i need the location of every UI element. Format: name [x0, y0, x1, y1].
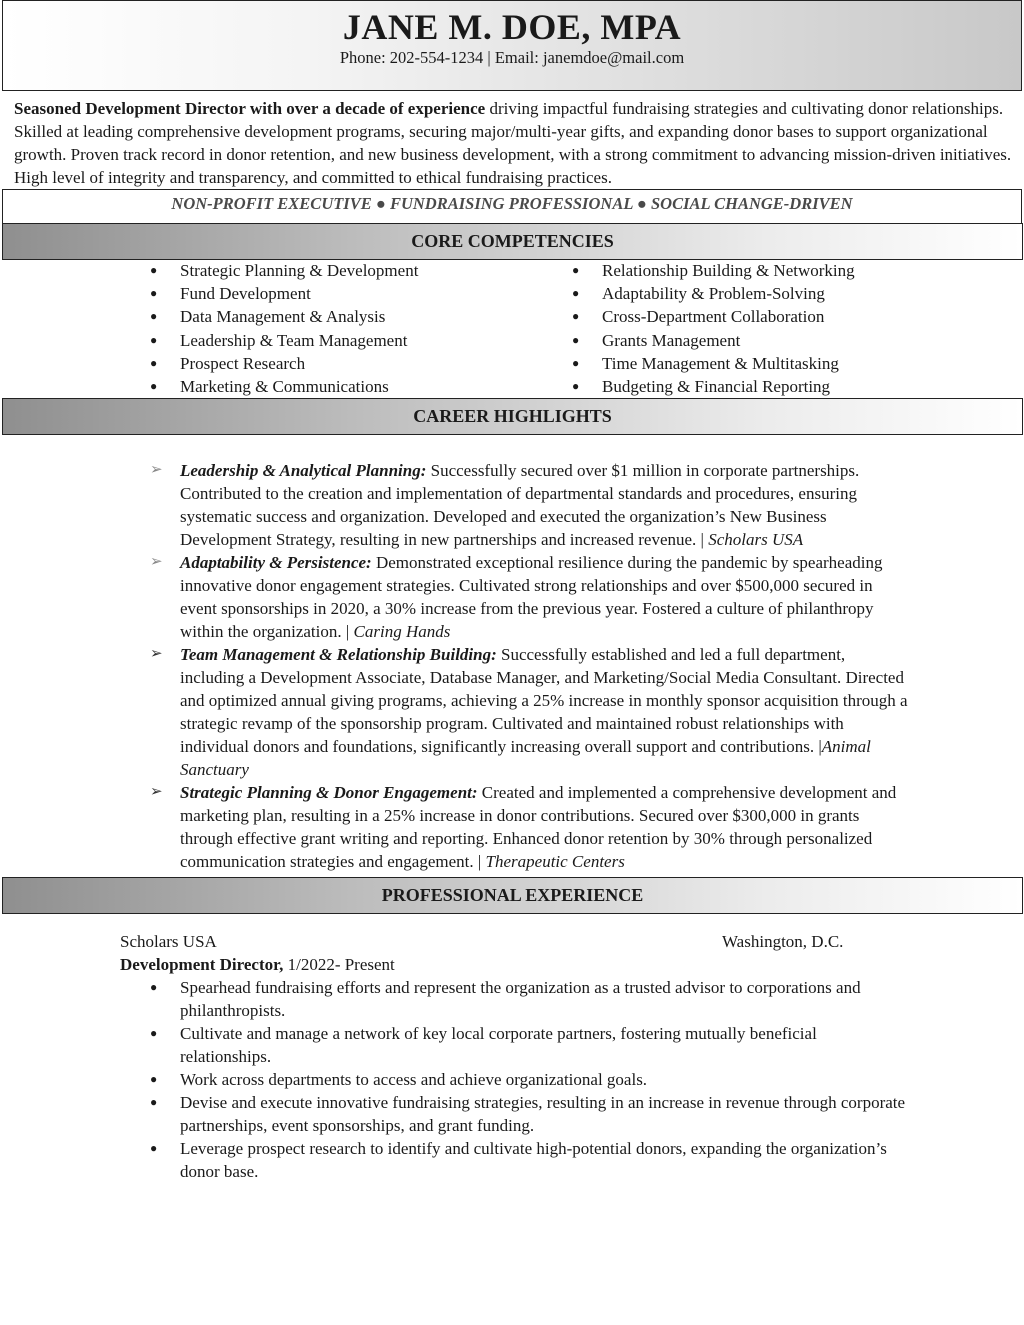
competency-item: ● Leadership & Team Management — [150, 329, 418, 352]
experience-company: Scholars USA — [120, 932, 217, 951]
career-highlights-list — [150, 459, 910, 873]
highlight-title: Leadership & Analytical Planning: — [180, 461, 427, 480]
summary-text: driving impactful fundraising strategies and cultivating donor relationships. Skilled at leading comprehensive development programs, securing major/multi-year gifts, and expanding donor bases to support organizational growth. Proven track record in donor retention, and new business development, with a strong commitment to advancing mission-driven initiatives. High level of integrity and transparency, and committed to ethical fundraising practices. — [14, 99, 1012, 187]
competency-item: ● Cross-Department Collaboration — [572, 305, 855, 328]
arrow-bullet-icon: ➢ — [150, 462, 163, 478]
highlight-source: Scholars USA — [708, 530, 804, 549]
competency-item: ● Time Management & Multitasking — [572, 352, 855, 375]
experience-location: Washington, D.C. — [722, 932, 844, 951]
arrow-bullet-icon: ➢ — [150, 646, 163, 662]
competencies-right-list — [572, 259, 855, 398]
section-core-competencies: CORE COMPETENCIES — [2, 223, 1023, 260]
competency-item: ● Adaptability & Problem-Solving — [572, 282, 855, 305]
experience-role — [120, 953, 395, 976]
competency-item: ● Fund Development — [150, 282, 418, 305]
role-dates: 1/2022- Present — [283, 955, 395, 974]
section-professional-experience: PROFESSIONAL EXPERIENCE — [2, 877, 1023, 914]
candidate-name: JANE M. DOE, MPA — [342, 7, 682, 47]
competency-item: ● Strategic Planning & Development — [150, 259, 418, 282]
experience-bullet: ● Spearhead fundraising efforts and represent the organization as a trusted advisor to corporations and philanthropists. — [150, 976, 910, 1022]
highlight-title: Adaptability & Persistence: — [180, 553, 372, 572]
competencies-left-list — [150, 259, 418, 398]
competency-item: ● Grants Management — [572, 329, 855, 352]
resume-header — [2, 0, 1022, 91]
section-career-highlights: CAREER HIGHLIGHTS — [2, 398, 1023, 435]
highlight-source: Animal Sanctuary — [180, 737, 871, 779]
highlight-item — [150, 551, 910, 643]
role-title: Development Director, — [120, 955, 284, 974]
highlight-text: Demonstrated exceptional resilience during the pandemic by spearheading innovative donor engagement strategies. Cultivated strong relationships and over $500,000 secured in event sponsorships in 2020, a 30% increase from the previous year. Fostered a culture of philanthropy within the organization. | — [180, 553, 883, 641]
experience-bullet: ● Work across departments to access and achieve organizational goals. — [150, 1068, 910, 1091]
professional-summary — [14, 97, 1014, 189]
arrow-bullet-icon: ➢ — [150, 784, 163, 800]
experience-bullets-list — [150, 976, 910, 1183]
highlight-source: Therapeutic Centers — [485, 852, 625, 871]
arrow-bullet-icon: ➢ — [150, 554, 163, 570]
competency-item: ● Budgeting & Financial Reporting — [572, 375, 855, 398]
competency-item: ● Prospect Research — [150, 352, 418, 375]
competency-item: ● Marketing & Communications — [150, 375, 418, 398]
experience-bullet: ● Leverage prospect research to identify and cultivate high-potential donors, expanding the organization’s donor base. — [150, 1137, 910, 1183]
highlight-text: Created and implemented a comprehensive development and marketing plan, resulting in a 25% increase in donor contributions. Secured over $300,000 in grants through effective grant writing and reporting. Enhanced donor retention by 30% through personalized communication strategies and engagement. | — [180, 783, 897, 871]
competency-item: ● Data Management & Analysis — [150, 305, 418, 328]
highlight-item — [150, 459, 910, 551]
highlight-text: Successfully secured over $1 million in corporate partnerships. Contributed to the creation and implementation of departmental standards and procedures, ensuring systematic success and organization. Developed and executed the organization’s New Business Development Strategy, resulting in new partnerships and increased revenue. | — [180, 461, 860, 549]
highlight-title: Team Management & Relationship Building: — [180, 645, 497, 664]
highlight-item — [150, 643, 910, 781]
experience-bullet: ● Devise and execute innovative fundraising strategies, resulting in an increase in revenue through corporate partnerships, event sponsorships, and grant funding. — [150, 1091, 910, 1137]
experience-bullet: ● Cultivate and manage a network of key local corporate partners, fostering mutually beneficial relationships. — [150, 1022, 910, 1068]
competency-item: ● Relationship Building & Networking — [572, 259, 855, 282]
contact-line: Phone: 202-554-1234 | Email: janemdoe@mail.com — [339, 48, 685, 67]
tagline: NON-PROFIT EXECUTIVE ● FUNDRAISING PROFESSIONAL ● SOCIAL CHANGE-DRIVEN — [2, 189, 1022, 223]
summary-lead: Seasoned Development Director with over a decade of experience — [14, 99, 486, 118]
highlight-text: Successfully established and led a full department, including a Development Associate, Database Manager, and Marketing/Social Media Consultant. Directed and optimized annual giving programs, achieving a 25% increase in monthly sponsor acquisition through a strategic revamp of the sponsorship program. Cultivated and maintained robust relationships with individual donors and foundations, significantly increasing overall support and contributions. | — [180, 645, 908, 756]
highlight-item — [150, 781, 910, 873]
highlight-source: Caring Hands — [353, 622, 451, 641]
highlight-title: Strategic Planning & Donor Engagement: — [180, 783, 478, 802]
